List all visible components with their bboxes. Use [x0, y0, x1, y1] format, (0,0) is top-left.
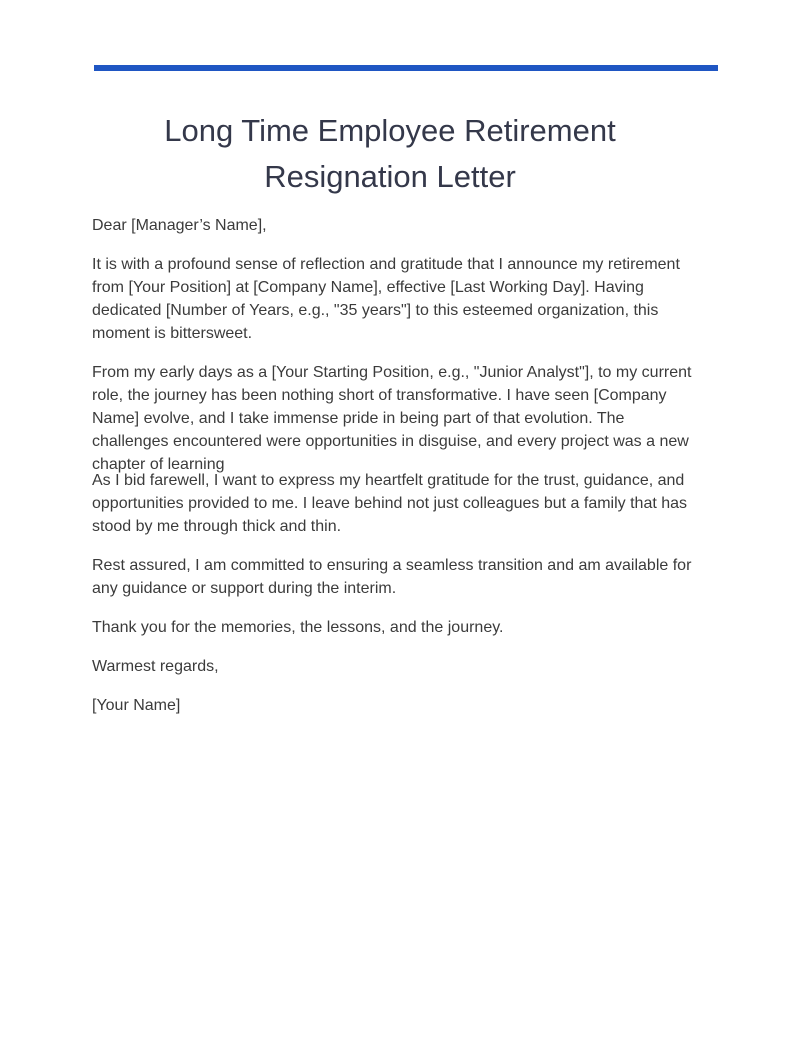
letter-body — [92, 214, 692, 733]
accent-rule — [94, 65, 718, 71]
signature: [Your Name] — [92, 697, 181, 714]
paragraph-5: Thank you for the memories, the lessons, and the journey. — [92, 619, 504, 636]
paragraph-3: As I bid farewell, I want to express my heartfelt gratitude for the trust, guidance, and opportunities provided to me. I leave behind not just colleagues but a family that has stood by me through thick and thin. — [92, 472, 688, 535]
salutation: Dear [Manager’s Name], — [92, 217, 267, 234]
paragraph-2: From my early days as a [Your Starting Position, e.g., "Junior Analyst"], to my current role, the journey has been nothing short of transformative. I have seen [Company Name] evolve, and I take immense pride in being part of that evolution. The challenges encountered were opportunities in disguise, and every project was a new chapter of learning — [92, 364, 692, 473]
closing: Warmest regards, — [92, 658, 219, 675]
document-title: Long Time Employee Retirement Resignation Letter — [164, 113, 616, 194]
paragraph-1: It is with a profound sense of reflection and gratitude that I announce my retirement from [Your Position] at [Company Name], effective [Last Working Day]. Having dedicated [Number of Years, e.g., "35 years"] to this esteemed organization, this moment is bittersweet. — [92, 256, 680, 342]
paragraph-4: Rest assured, I am committed to ensuring a seamless transition and am available for any guidance or support during the interim. — [92, 557, 692, 597]
